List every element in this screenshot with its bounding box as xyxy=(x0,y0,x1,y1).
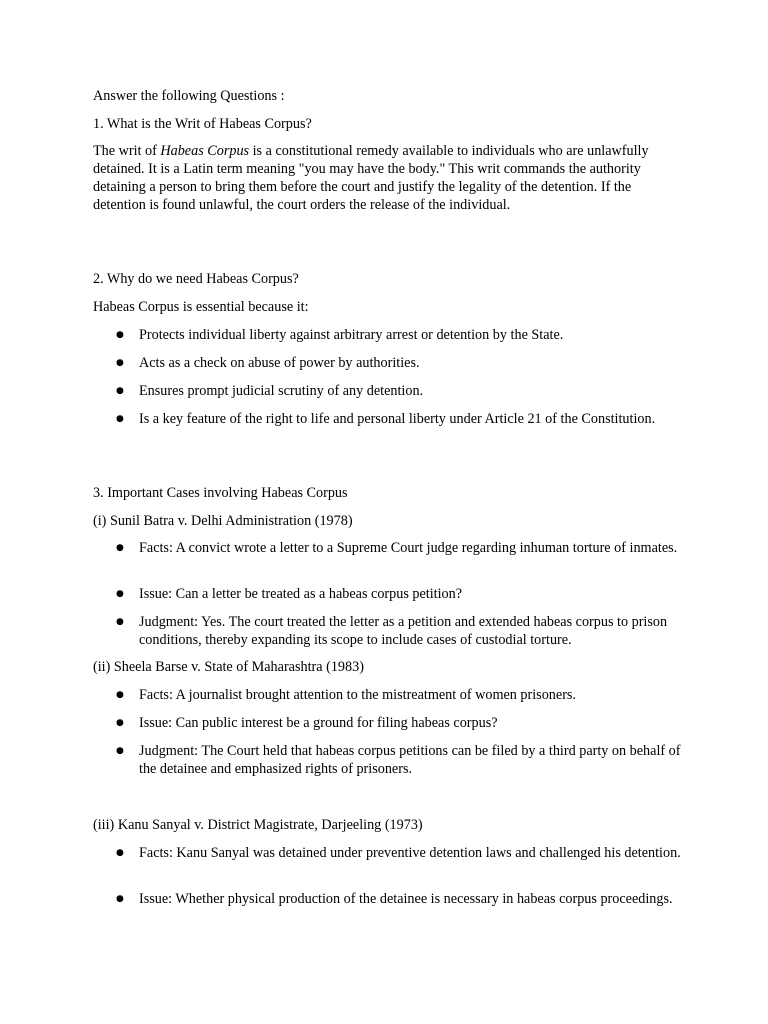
bullet-icon: ● xyxy=(116,894,124,904)
list-item xyxy=(116,539,686,557)
question-1-answer xyxy=(93,142,675,214)
list-item xyxy=(116,585,686,603)
list-item xyxy=(116,410,686,428)
list-item xyxy=(116,742,686,778)
list-item-text: Facts: Kanu Sanyal was detained under preventive detention laws and challenged his detention. xyxy=(139,845,681,861)
list-item xyxy=(116,890,686,908)
list-item xyxy=(116,354,686,372)
list-item xyxy=(116,382,686,400)
intro-line: Answer the following Questions : xyxy=(93,88,285,104)
list-item xyxy=(116,686,686,704)
bullet-icon: ● xyxy=(116,690,124,700)
bullet-icon: ● xyxy=(116,617,124,627)
case-title: (ii) Sheela Barse v. State of Maharashtra (1983) xyxy=(93,659,364,675)
bullet-icon: ● xyxy=(116,589,124,599)
bullet-icon: ● xyxy=(116,746,124,756)
question-2-intro: Habeas Corpus is essential because it: xyxy=(93,299,309,315)
case-title: (i) Sunil Batra v. Delhi Administration (1978) xyxy=(93,513,353,529)
list-item-text: Acts as a check on abuse of power by authorities. xyxy=(139,355,420,371)
list-item xyxy=(116,714,686,732)
question-3-heading: 3. Important Cases involving Habeas Corpus xyxy=(93,485,348,501)
list-item xyxy=(116,844,686,862)
list-item-text: Issue: Can a letter be treated as a habeas corpus petition? xyxy=(139,586,463,602)
answer-lead: The writ of xyxy=(93,143,161,159)
list-item-text: Is a key feature of the right to life and personal liberty under Article 21 of the Constitution. xyxy=(139,411,656,427)
answer-body: is a constitutional remedy available to individuals who are unlawfully detained. It is a Latin term meaning "you may have the body." This writ commands the authority detaining a person to bring them before the court and justify the legality of the detention. If the detention is found unlawful, the court orders the release of the individual. xyxy=(93,143,649,213)
list-item xyxy=(116,326,686,344)
question-1-heading: 1. What is the Writ of Habeas Corpus? xyxy=(93,116,312,132)
bullet-icon: ● xyxy=(116,718,124,728)
list-item-text: Ensures prompt judicial scrutiny of any detention. xyxy=(139,383,424,399)
habeas-corpus-term: Habeas Corpus xyxy=(160,143,250,159)
list-item-text: Judgment: The Court held that habeas corpus petitions can be filed by a third party on behalf of the detainee and emphasized rights of prisoners. xyxy=(139,743,681,777)
question-2-heading: 2. Why do we need Habeas Corpus? xyxy=(93,271,299,287)
bullet-icon: ● xyxy=(116,330,124,340)
bullet-icon: ● xyxy=(116,358,124,368)
bullet-icon: ● xyxy=(116,848,124,858)
list-item xyxy=(116,613,686,649)
bullet-icon: ● xyxy=(116,543,124,553)
case-title: (iii) Kanu Sanyal v. District Magistrate, Darjeeling (1973) xyxy=(93,817,423,833)
list-item-text: Facts: A journalist brought attention to the mistreatment of women prisoners. xyxy=(139,687,576,703)
list-item-text: Protects individual liberty against arbitrary arrest or detention by the State. xyxy=(139,327,564,343)
bullet-icon: ● xyxy=(116,414,124,424)
list-item-text: Judgment: Yes. The court treated the letter as a petition and extended habeas corpus to prison conditions, thereby expanding its scope to include cases of custodial torture. xyxy=(139,614,668,648)
bullet-icon: ● xyxy=(116,386,124,396)
list-item-text: Issue: Can public interest be a ground for filing habeas corpus? xyxy=(139,715,498,731)
list-item-text: Issue: Whether physical production of the detainee is necessary in habeas corpus proceedings. xyxy=(139,891,673,907)
list-item-text: Facts: A convict wrote a letter to a Supreme Court judge regarding inhuman torture of inmates. xyxy=(139,540,678,556)
